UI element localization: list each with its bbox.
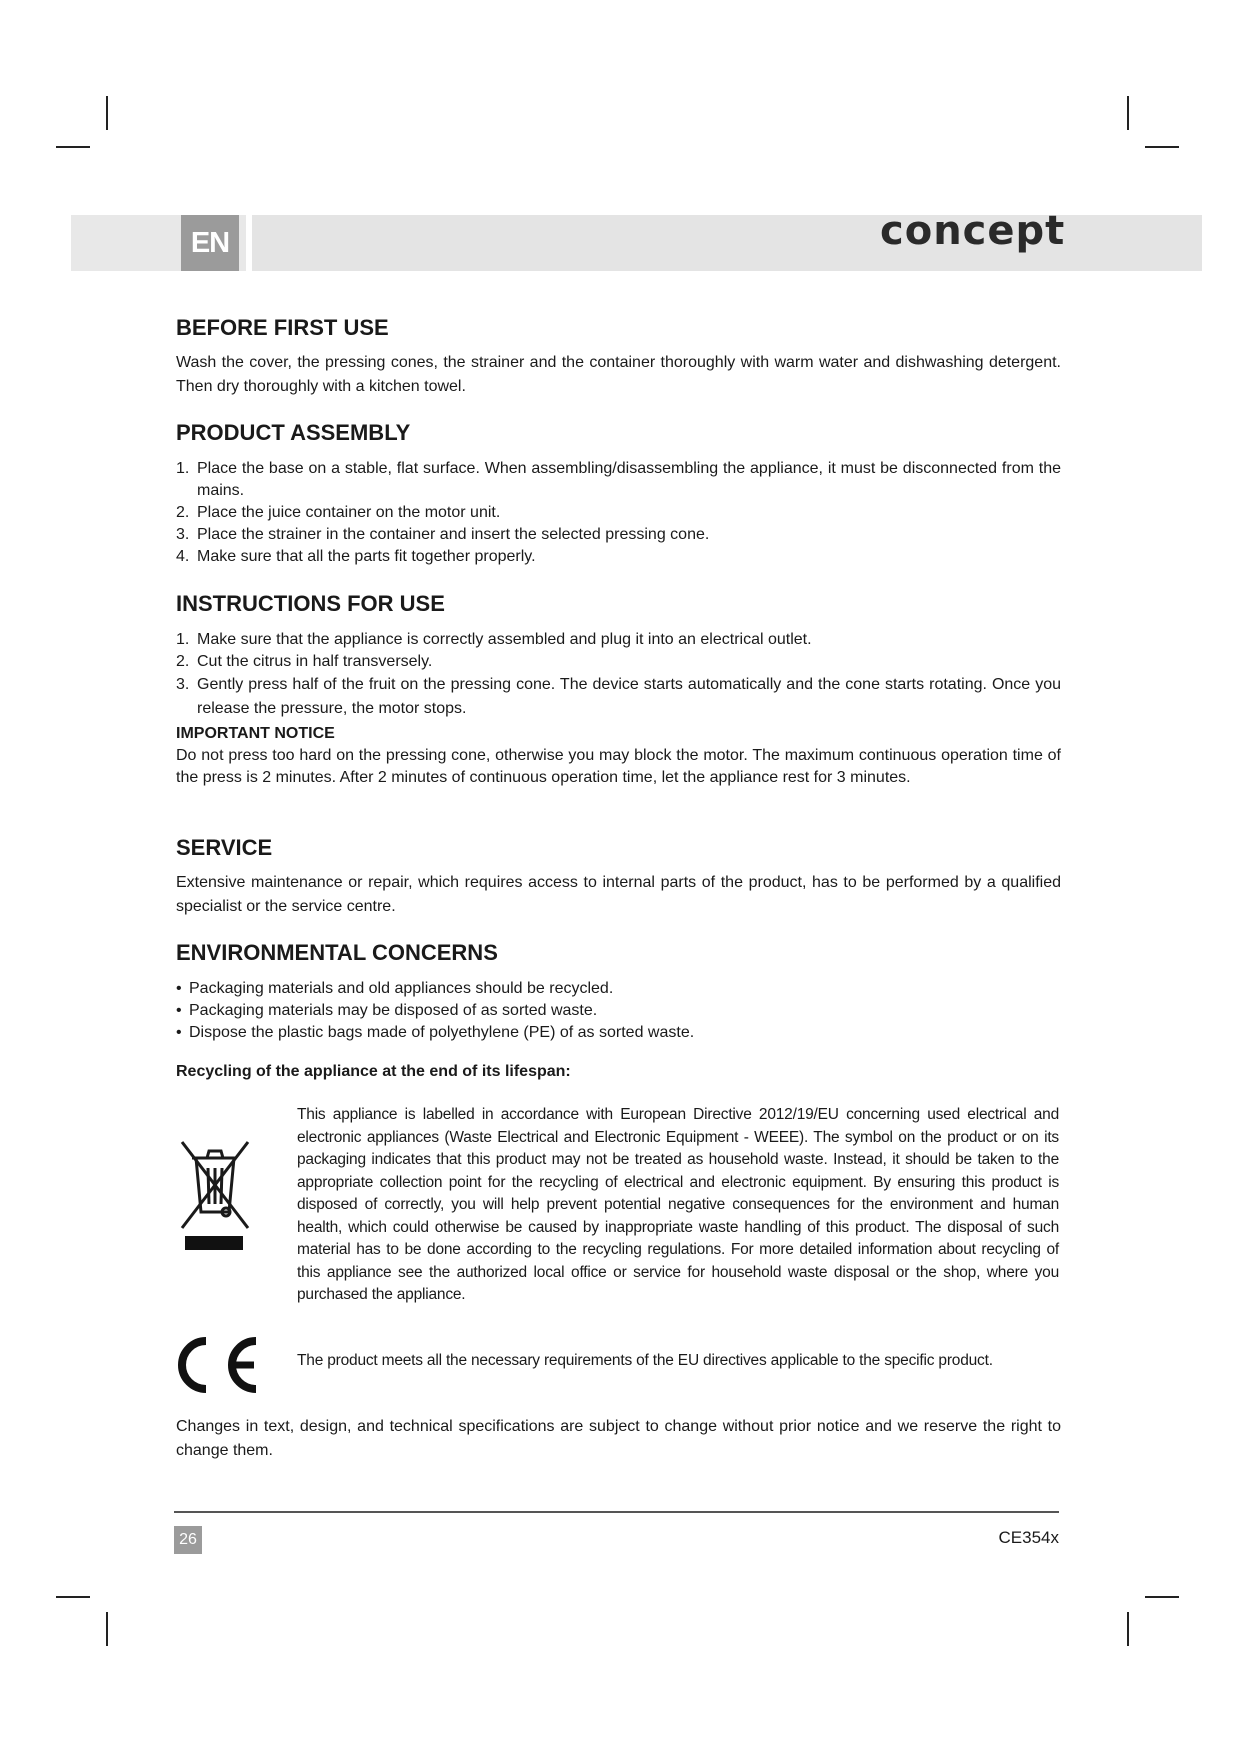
- brand-logo: concept: [880, 208, 1066, 254]
- weee-paragraph: This appliance is labelled in accordance with European Directive 2012/19/EU concerning used electrical and electronic appliances (Waste Electrical and Electronic Equipment - WEEE). The symbol on the product or on its packaging indicates that this product may not be treated as household waste. Instead, it should be taken to the appropriate collection point for the recycling of electrical and electronic equipment. By ensuring this product is disposed of correctly, you will help prevent potential negative consequences for the environment and human health, which could otherwise be caused by inappropriate waste handling of this product. The disposal of such material has to be done according to the recycling regulations. For more detailed information about recycling of this appliance see the authorized local office or service for household waste disposal or the shop, where you purchased the appliance.: [297, 1106, 1059, 1303]
- recycling-title: Recycling of the appliance at the end of its lifespan:: [176, 1063, 571, 1080]
- section-instructions: [176, 591, 1061, 789]
- list-item: • Dispose the plastic bags made of polyethylene (PE) of as sorted waste.: [176, 1022, 1061, 1044]
- list-item: 1. Place the base on a stable, flat surface. When assembling/disassembling the appliance, it must be disconnected from the mains.: [176, 460, 1061, 499]
- section-title: INSTRUCTIONS FOR USE: [176, 591, 445, 616]
- crop-mark: [1145, 1596, 1179, 1598]
- instructions-list: [176, 629, 1061, 721]
- page-number: 26: [174, 1526, 202, 1554]
- paragraph: Extensive maintenance or repair, which requires access to internal parts of the product, has to be performed by a qualified specialist or the service centre.: [176, 874, 1061, 915]
- list-item: • Packaging materials may be disposed of as sorted waste.: [176, 1000, 1061, 1022]
- crop-mark: [1145, 146, 1179, 148]
- ce-mark-icon: [176, 1335, 260, 1395]
- model-number: CE354x: [998, 1528, 1059, 1547]
- important-notice-text: Do not press too hard on the pressing cone, otherwise you may block the motor. The maximum continuous operation time of the press is 2 minutes. After 2 minutes of continuous operation time, let the appliance rest for 3 minutes.: [176, 747, 1061, 786]
- crop-mark: [56, 1596, 90, 1598]
- section-title: SERVICE: [176, 835, 273, 860]
- important-notice-title: IMPORTANT NOTICE: [176, 725, 335, 742]
- crop-mark: [56, 146, 90, 148]
- list-item: 2. Cut the citrus in half transversely.: [176, 653, 433, 670]
- language-badge: EN: [181, 215, 239, 271]
- section-service: [176, 835, 1061, 919]
- changes-notice: Changes in text, design, and technical specifications are subject to change without prior notice and we reserve the right to change them.: [176, 1418, 1061, 1459]
- crop-mark: [106, 96, 108, 130]
- list-item: • Packaging materials and old appliances should be recycled.: [176, 978, 1061, 1000]
- section-title: BEFORE FIRST USE: [176, 315, 389, 340]
- list-item: 3. Gently press half of the fruit on the pressing cone. The device starts automatically and the cone starts rotating. Once you release the pressure, the motor stops.: [176, 676, 1061, 717]
- section-before-first-use: [176, 315, 1061, 399]
- list-item: 3. Place the strainer in the container and insert the selected pressing cone.: [176, 526, 710, 543]
- paragraph: Wash the cover, the pressing cones, the strainer and the container thoroughly with warm water and dishwashing detergent. Then dry thoroughly with a kitchen towel.: [176, 354, 1061, 395]
- crop-mark: [106, 1612, 108, 1646]
- section-product-assembly: [176, 420, 1061, 568]
- list-item: 2. Place the juice container on the motor unit.: [176, 504, 501, 521]
- list-item: 4. Make sure that all the parts fit together properly.: [176, 548, 536, 565]
- environment-list: [176, 978, 1061, 1044]
- ce-paragraph: The product meets all the necessary requirements of the EU directives applicable to the specific product.: [297, 1352, 993, 1369]
- crop-mark: [1127, 1612, 1129, 1646]
- list-item: 1. Make sure that the appliance is correctly assembled and plug it into an electrical outlet.: [176, 631, 812, 648]
- section-environment: [176, 940, 1061, 1081]
- section-title: PRODUCT ASSEMBLY: [176, 420, 411, 445]
- assembly-list: [176, 458, 1061, 568]
- crop-mark: [1127, 96, 1129, 130]
- weee-crossed-bin-icon: [178, 1136, 252, 1256]
- section-title: ENVIRONMENTAL CONCERNS: [176, 940, 498, 965]
- footer-divider: [174, 1511, 1059, 1513]
